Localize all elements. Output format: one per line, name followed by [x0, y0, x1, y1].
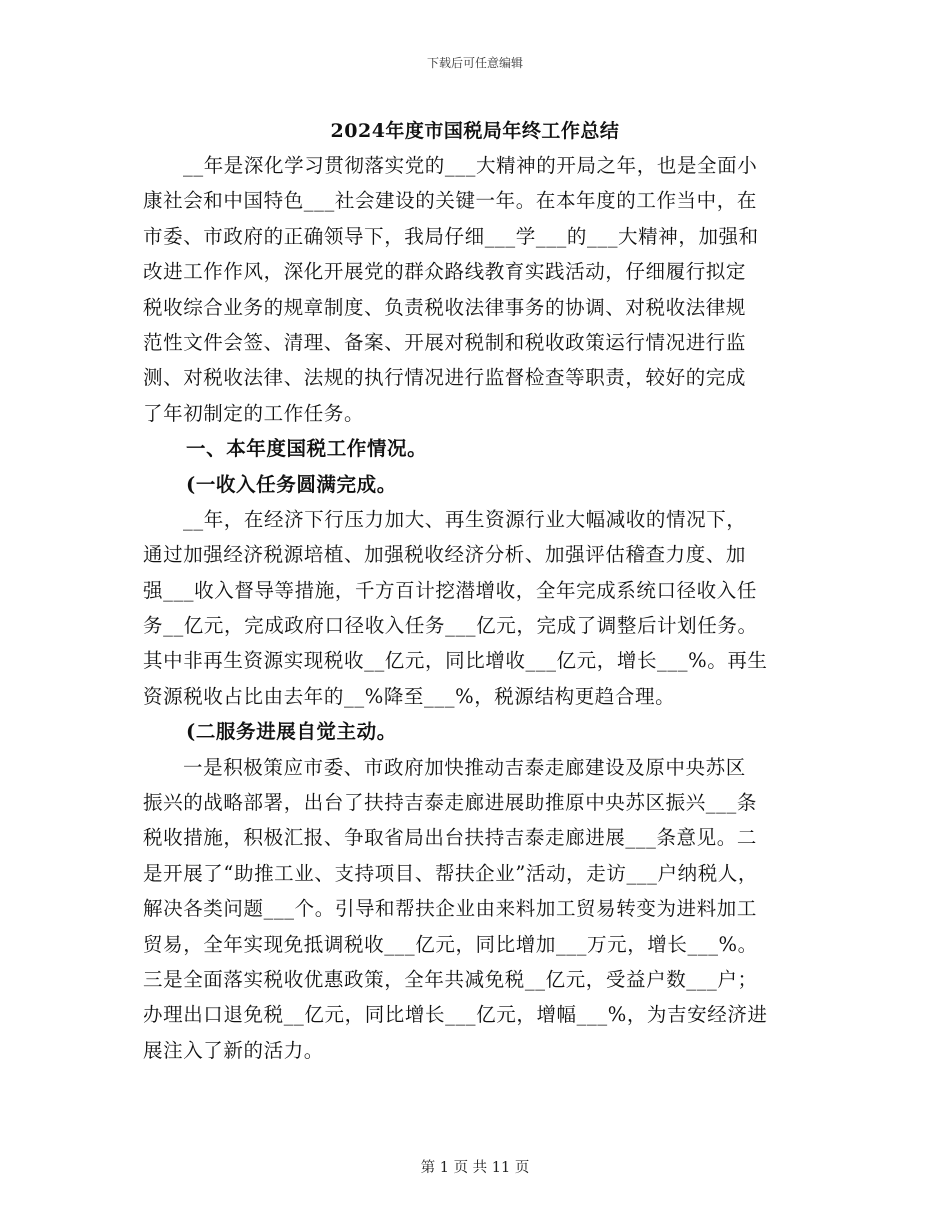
- body-line: __年，在经济下行压力加大、再生资源行业大幅减收的情况下，: [183, 507, 747, 531]
- body-line: 税收综合业务的规章制度、负责税收法律事务的协调、对税收法律规: [143, 295, 747, 319]
- subsection-heading: (二服务进展自觉主动。: [186, 720, 397, 744]
- body-line: 测、对税收法律、法规的执行情况进行监督检查等职责，较好的完成: [143, 366, 747, 390]
- body-line: 务__亿元，完成政府口径收入任务___亿元，完成了调整后计划任务。: [143, 614, 758, 638]
- body-line: 强___收入督导等措施，千方百计挖潜增收，全年完成系统口径收入任: [143, 578, 757, 602]
- body-line: 范性文件会签、清理、备案、开展对税制和税收政策运行情况进行监: [143, 330, 747, 354]
- document-body: [143, 148, 811, 1068]
- subsection-heading: (一收入任务圆满完成。: [186, 472, 397, 496]
- body-line: 三是全面落实税收优惠政策，全年共减免税__亿元，受益户数___户；: [143, 967, 758, 991]
- body-line: 贸易，全年实现免抵调税收___亿元，同比增加___万元，增长___%。: [143, 932, 758, 956]
- header-note: 下载后可任意编辑: [426, 56, 523, 70]
- body-line: 是开展了“助推工业、支持项目、帮扶企业”活动，走访___户纳税人，: [143, 861, 758, 885]
- body-line: 通过加强经济税源培植、加强税收经济分析、加强评估稽查力度、加: [143, 543, 747, 567]
- body-line: 振兴的战略部署，出台了扶持吉泰走廊进展助推原中央苏区振兴___条: [143, 791, 757, 815]
- body-line: 办理出口退免税__亿元，同比增长___亿元，增幅___%，为吉安经济进: [143, 1003, 768, 1027]
- body-line: 市委、市政府的正确领导下，我局仔细___学___的___大精神，加强和: [143, 224, 759, 248]
- body-line: 税收措施，积极汇报、争取省局出台扶持吉泰走廊进展___条意见。二: [143, 826, 757, 850]
- document-title: 2024年度市国税局年终工作总结: [330, 120, 620, 142]
- page-number-footer: 第 1 页 共 11 页: [420, 1160, 530, 1176]
- body-line: 了年初制定的工作任务。: [143, 401, 365, 425]
- body-line: 展注入了新的活力。: [143, 1038, 324, 1062]
- body-line: 解决各类问题___个。引导和帮扶企业由来料加工贸易转变为进料加工: [143, 897, 757, 921]
- body-line: 康社会和中国特色___社会建设的关键一年。在本年度的工作当中，在: [143, 189, 757, 213]
- body-line: 改进工作作风，深化开展党的群众路线教育实践活动，仔细履行拟定: [143, 260, 747, 284]
- body-line: 一是积极策应市委、市政府加快推动吉泰走廊建设及原中央苏区: [183, 755, 746, 779]
- body-line: __年是深化学习贯彻落实党的___大精神的开局之年，也是全面小: [183, 154, 758, 177]
- body-line: 资源税收占比由去年的__%降至___%，税源结构更趋合理。: [143, 684, 676, 708]
- body-line: 其中非再生资源实现税收__亿元，同比增收___亿元，增长___%。再生: [143, 649, 768, 673]
- section-heading: 一、本年度国税工作情况。: [186, 437, 428, 461]
